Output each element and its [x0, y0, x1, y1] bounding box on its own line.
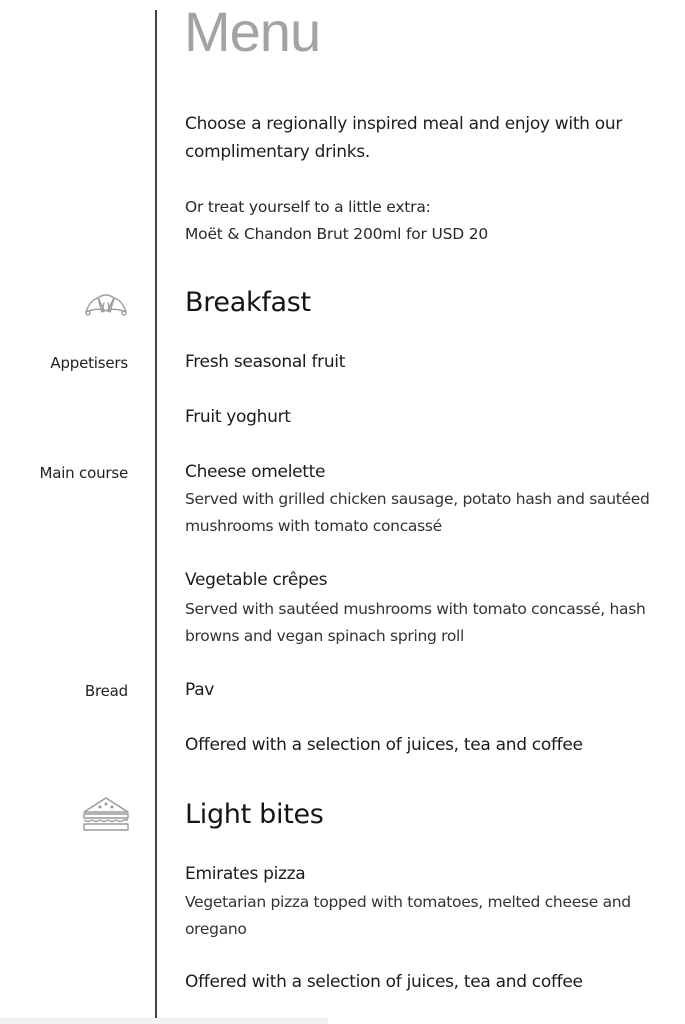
intro-line-1: Choose a regionally inspired meal and enjoy with our	[185, 114, 623, 134]
light-bites-drinks-note: Offered with a selection of juices, tea and coffee	[185, 972, 583, 992]
item-cheese-omelette-desc-2: mushrooms with tomato concassé	[185, 517, 442, 535]
croissant-icon	[82, 286, 130, 322]
item-fresh-seasonal-fruit: Fresh seasonal fruit	[185, 352, 346, 372]
item-emirates-pizza-desc-2: oregano	[185, 920, 247, 938]
item-emirates-pizza: Emirates pizza	[185, 864, 306, 884]
breakfast-title: Breakfast	[185, 287, 311, 318]
item-cheese-omelette-desc-1: Served with grilled chicken sausage, potato hash and sautéed	[185, 490, 650, 508]
label-appetisers: Appetisers	[50, 354, 128, 372]
extra-line-2: Moët & Chandon Brut 200ml for USD 20	[185, 225, 489, 243]
item-emirates-pizza-desc-1: Vegetarian pizza topped with tomatoes, melted cheese and	[185, 893, 631, 911]
intro-line-2: complimentary drinks.	[185, 142, 370, 162]
vertical-divider	[155, 10, 157, 1018]
item-pav: Pav	[185, 680, 215, 700]
breakfast-drinks-note: Offered with a selection of juices, tea and coffee	[185, 735, 583, 755]
bottom-scrollbar-strip	[0, 1018, 328, 1024]
item-vegetable-crepes-desc-1: Served with sautéed mushrooms with tomato concassé, hash	[185, 600, 646, 618]
item-vegetable-crepes-desc-2: browns and vegan spinach spring roll	[185, 627, 465, 645]
label-main-course: Main course	[39, 464, 128, 482]
item-fruit-yoghurt: Fruit yoghurt	[185, 407, 291, 427]
light-bites-title: Light bites	[185, 799, 324, 830]
item-cheese-omelette: Cheese omelette	[185, 462, 326, 482]
page-title: Menu	[184, 0, 321, 63]
label-bread: Bread	[84, 682, 128, 700]
sandwich-icon	[82, 796, 130, 832]
item-vegetable-crepes: Vegetable crêpes	[185, 570, 328, 590]
extra-line-1: Or treat yourself to a little extra:	[185, 198, 431, 216]
